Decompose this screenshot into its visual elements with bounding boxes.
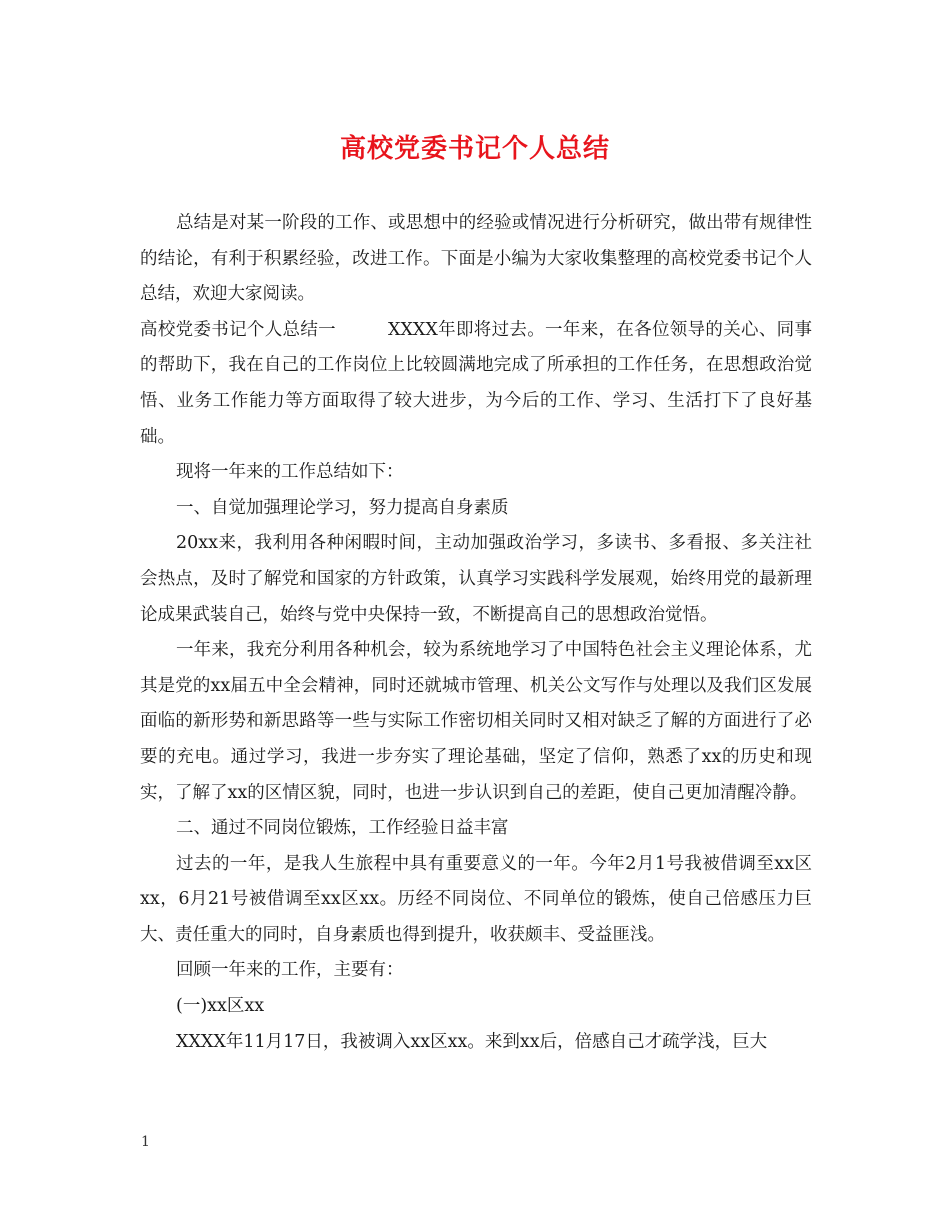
study-paragraph-1: 20xx来，我利用各种闲暇时间，主动加强政治学习，多读书、多看报、多关注社会热点，及时了解党和国家的方针政策，认真学习实践科学发展观，始终用党的最新理论成果武装自己，始终与党中央保持一致，不断提高自己的思想政治觉悟。 (140, 533, 812, 625)
document-title: 高校党委书记个人总结 (339, 134, 610, 164)
section-one-paragraph (140, 313, 812, 455)
heading-theory-study: 一、自觉加强理论学习，努力提高自身素质 (176, 497, 509, 518)
document-body (140, 206, 812, 1060)
summary-lead: 现将一年来的工作总结如下： (176, 462, 404, 483)
section-heading: 高校党委书记个人总结一 (140, 319, 336, 340)
study-paragraph-2: 一年来，我充分利用各种机会，较为系统地学习了中国特色社会主义理论体系，尤其是党的xx届五中全会精神，同时还就城市管理、机关公文写作与处理以及我们区发展面临的新形势和新思路等一些与实际工作密切相关同时又相对缺乏了解的方面进行了必要的充电。通过学习，我进一步夯实了理论基础，坚定了信仰，熟悉了xx的历史和现实，了解了xx的区情区貌，同时，也进一步认识到自己的差距，使自己更加清醒冷静。 (140, 640, 812, 803)
sub-heading-district: (一)xx区xx (176, 996, 265, 1017)
intro-paragraph: 总结是对某一阶段的工作、或思想中的经验或情况进行分析研究，做出带有规律性的结论，有利于积累经验，改进工作。下面是小编为大家收集整理的高校党委书记个人总结，欢迎大家阅读。 (140, 213, 812, 305)
heading-work-experience: 二、通过不同岗位锻炼，工作经验日益丰富 (176, 818, 509, 839)
page-number: 1 (141, 1134, 150, 1150)
experience-paragraph-1: 过去的一年，是我人生旅程中具有重要意义的一年。今年2月1号我被借调至xx区xx，6月21号被借调至xx区xx。历经不同岗位、不同单位的锻炼，使自己倍感压力巨大、责任重大的同时，自身素质也得到提升，收获颇丰、受益匪浅。 (140, 853, 812, 945)
review-lead: 回顾一年来的工作，主要有： (176, 960, 404, 981)
section-opening-text: XXXX年即将过去。一年来，在各位领导的关心、同事的帮助下，我在自己的工作岗位上比较圆满地完成了所承担的工作任务，在思想政治觉悟、业务工作能力等方面取得了较大进步，为今后的工作、学习、生活打下了良好基础。 (140, 319, 812, 447)
last-paragraph: XXXX年11月17日，我被调入xx区xx。来到xx后，倍感自己才疏学浅，巨大 (176, 1031, 768, 1052)
